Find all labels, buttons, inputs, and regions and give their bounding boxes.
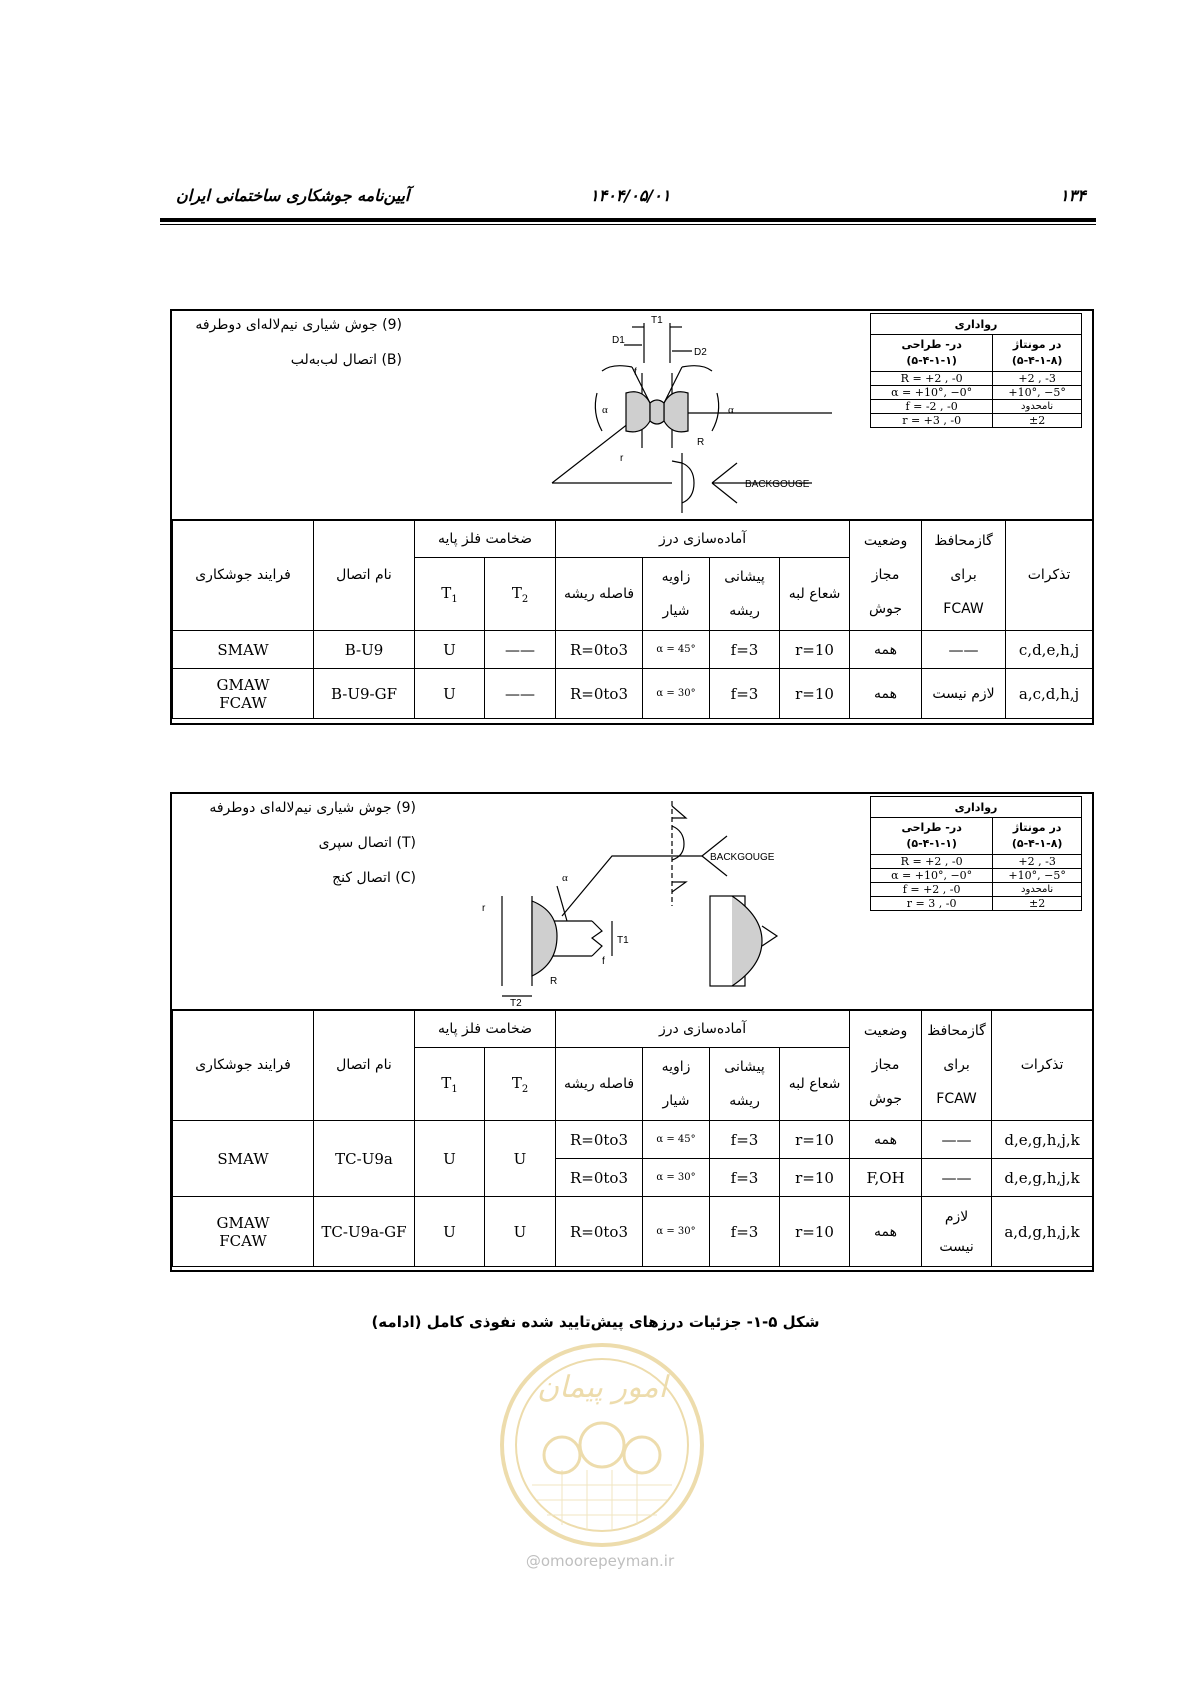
cell-angle: α = 30° <box>643 1159 710 1197</box>
joint-type: (B) اتصال لب‌به‌لب <box>290 352 402 368</box>
label-d2: D2 <box>694 347 707 358</box>
cell-notes: d,e,g,h,j,k <box>992 1121 1093 1159</box>
tol-cell: R = +2 , -0 <box>871 372 993 386</box>
weld-joint-diagram <box>462 796 822 1006</box>
cell-radius: r=10 <box>780 1121 850 1159</box>
cell-root-face: f=3 <box>710 1121 780 1159</box>
joint-type-c: (C) اتصال کنج <box>332 870 416 886</box>
cell-notes: c,d,e,h,j <box>1006 631 1093 669</box>
col-groove-angle: زاویه شیار <box>643 1048 710 1121</box>
cell-root-face: f=3 <box>710 669 780 719</box>
col-process: فرایند جوشکاری <box>173 520 314 631</box>
tol-cell: ±2 <box>993 897 1082 911</box>
header-date: ۱۴۰۴/۰۵/۰۱ <box>590 186 671 205</box>
cell-t1: U <box>415 1197 485 1267</box>
col-t1: $T_1$ <box>415 1048 485 1121</box>
col-notes: تذکرات <box>1006 520 1093 631</box>
label-t2: T2 <box>510 998 522 1006</box>
col-groove-angle: زاویه شیار <box>643 558 710 631</box>
cell-notes: d,e,g,h,j,k <box>992 1159 1093 1197</box>
watermark-site: @omoorepeyman.ir <box>525 1552 675 1570</box>
cell-root-gap: R=0to3 <box>556 1121 643 1159</box>
header-rule-thin <box>160 224 1096 225</box>
col-root-gap: فاصله ریشه <box>556 1048 643 1121</box>
cell-position: همه <box>850 1121 922 1159</box>
table-row <box>173 1121 1093 1159</box>
cell-joint: TC-U9a-GF <box>314 1197 415 1267</box>
joint-title: (9) جوش شیاری نیم‌لاله‌ای دوطرفه <box>209 800 416 816</box>
cell-angle: α = 30° <box>643 669 710 719</box>
cell-gas: —— <box>922 1121 992 1159</box>
tol-cell: α = +10°, −0° <box>871 386 993 400</box>
cell-radius: r=10 <box>780 1197 850 1267</box>
col-position: وضعیت مجاز جوش <box>850 520 922 631</box>
cell-root-face: f=3 <box>710 1197 780 1267</box>
tol-cell: +2 , -3 <box>993 372 1082 386</box>
col-base-thickness: ضخامت فلز پایه <box>415 1010 556 1048</box>
cell-t2: U <box>485 1121 556 1197</box>
tol-cell: +10°, −5° <box>993 869 1082 883</box>
col-base-thickness: ضخامت فلز پایه <box>415 520 556 558</box>
cell-process: GMAW FCAW <box>173 669 314 719</box>
col-joint-name: نام اتصال <box>314 1010 415 1121</box>
cell-radius: r=10 <box>780 669 850 719</box>
cell-radius: r=10 <box>780 631 850 669</box>
tol-cell: +10°, −5° <box>993 386 1082 400</box>
cell-root-face: f=3 <box>710 1159 780 1197</box>
col-position: وضعیت مجاز جوش <box>850 1010 922 1121</box>
cell-angle: α = 30° <box>643 1197 710 1267</box>
joint-drawing-panel <box>172 311 1092 521</box>
cell-t2: —— <box>485 669 556 719</box>
tol-cell: α = +10°, −0° <box>871 869 993 883</box>
tol-cell: نامحدود <box>993 883 1082 897</box>
label-r: r <box>620 453 624 464</box>
label-f: f <box>634 367 637 378</box>
label-d1: D1 <box>612 335 625 346</box>
cell-root-gap: R=0to3 <box>556 631 643 669</box>
cell-root-gap: R=0to3 <box>556 1197 643 1267</box>
watermark-logo <box>492 1335 712 1555</box>
cell-position: همه <box>850 631 922 669</box>
joint-type-t: (T) اتصال سپری <box>318 835 416 851</box>
cell-gas: لازم نیست <box>922 1197 992 1267</box>
joint-title: (9) جوش شیاری نیم‌لاله‌ای دوطرفه <box>195 317 402 333</box>
tol-cell: f = +2 , -0 <box>871 883 993 897</box>
label-R: R <box>550 976 558 987</box>
cell-angle: α = 45° <box>643 631 710 669</box>
tol-cell: ±2 <box>993 414 1082 428</box>
table-row <box>173 669 1093 719</box>
tolerance-table <box>870 796 1082 911</box>
col-t2: $T_2$ <box>485 1048 556 1121</box>
col-gas: گازمحافظ برای FCAW <box>922 520 1006 631</box>
cell-process: GMAW FCAW <box>173 1197 314 1267</box>
cell-gas: —— <box>922 1159 992 1197</box>
label-backgouge: BACKGOUGE <box>745 479 810 490</box>
cell-radius: r=10 <box>780 1159 850 1197</box>
label-t1: T1 <box>651 315 663 326</box>
tol-assembly-header: در مونتاژ (۵-۴-۱-۸) <box>993 818 1082 855</box>
tol-assembly-header: در مونتاژ (۵-۴-۱-۸) <box>993 335 1082 372</box>
label-R: R <box>697 437 705 448</box>
figure-caption: شکل ۵-۱- جزئیات درزهای پیش‌تایید شده نفوذی کامل (ادامه) <box>371 1313 820 1331</box>
cell-root-gap: R=0to3 <box>556 1159 643 1197</box>
tol-cell: r = +3 , -0 <box>871 414 993 428</box>
col-root-face: پیشانی ریشه <box>710 558 780 631</box>
label-alpha-left: α <box>602 404 608 416</box>
cell-t1: U <box>415 631 485 669</box>
joint-box-tc-u9a <box>170 792 1094 1272</box>
cell-joint: B-U9 <box>314 631 415 669</box>
cell-t2: U <box>485 1197 556 1267</box>
col-t2: $T_2$ <box>485 558 556 631</box>
label-t1: T1 <box>617 935 629 946</box>
label-backgouge: BACKGOUGE <box>710 852 775 863</box>
label-f: f <box>602 956 605 967</box>
joint-spec-table <box>172 519 1093 719</box>
col-root-gap: فاصله ریشه <box>556 558 643 631</box>
cell-t1: U <box>415 669 485 719</box>
cell-angle: α = 45° <box>643 1121 710 1159</box>
tol-cell: +2 , -3 <box>993 855 1082 869</box>
tol-cell: R = +2 , -0 <box>871 855 993 869</box>
tolerance-table <box>870 313 1082 428</box>
tol-design-header: در- طراحی (۵-۴-۱-۱) <box>871 818 993 855</box>
page-number: ۱۳۴ <box>1060 186 1086 205</box>
joint-box-b-u9 <box>170 309 1094 725</box>
cell-t2: —— <box>485 631 556 669</box>
col-gas: گازمحافظ برای FCAW <box>922 1010 992 1121</box>
tol-cell: r = 3 , -0 <box>871 897 993 911</box>
joint-drawing-panel <box>172 794 1092 1011</box>
col-groove-prep: آماده‌سازی درز <box>556 520 850 558</box>
cell-position: همه <box>850 1197 922 1267</box>
col-root-face: پیشانی ریشه <box>710 1048 780 1121</box>
cell-gas: لازم نیست <box>922 669 1006 719</box>
col-bevel-radius: شعاع لبه <box>780 1048 850 1121</box>
cell-joint: B-U9-GF <box>314 669 415 719</box>
cell-root-gap: R=0to3 <box>556 669 643 719</box>
tolerance-title: رواداری <box>871 314 1082 335</box>
cell-process: SMAW <box>173 631 314 669</box>
col-joint-name: نام اتصال <box>314 520 415 631</box>
label-alpha-right: α <box>728 404 734 416</box>
cell-position: همه <box>850 669 922 719</box>
watermark-brand: امور پیمان <box>537 1370 667 1405</box>
col-notes: تذکرات <box>992 1010 1093 1121</box>
label-r: r <box>482 903 486 914</box>
col-t1: $T_1$ <box>415 558 485 631</box>
cell-root-face: f=3 <box>710 631 780 669</box>
book-title: آیین‌نامه جوشکاری ساختمانی ایران <box>176 186 410 205</box>
label-alpha: α <box>562 872 568 884</box>
cell-process: SMAW <box>173 1121 314 1197</box>
tolerance-title: رواداری <box>871 797 1082 818</box>
tol-cell: f = -2 , -0 <box>871 400 993 414</box>
weld-joint-diagram <box>532 313 852 518</box>
cell-t1: U <box>415 1121 485 1197</box>
col-groove-prep: آماده‌سازی درز <box>556 1010 850 1048</box>
header-rule <box>160 218 1096 222</box>
tol-cell: نامحدود <box>993 400 1082 414</box>
cell-notes: a,d,g,h,j,k <box>992 1197 1093 1267</box>
col-process: فرایند جوشکاری <box>173 1010 314 1121</box>
cell-joint: TC-U9a <box>314 1121 415 1197</box>
joint-spec-table <box>172 1009 1093 1267</box>
tol-design-header: در- طراحی (۵-۴-۱-۱) <box>871 335 993 372</box>
cell-notes: a,c,d,h,j <box>1006 669 1093 719</box>
cell-position: F,OH <box>850 1159 922 1197</box>
table-row <box>173 1197 1093 1267</box>
table-row <box>173 631 1093 669</box>
cell-gas: —— <box>922 631 1006 669</box>
col-bevel-radius: شعاع لبه <box>780 558 850 631</box>
